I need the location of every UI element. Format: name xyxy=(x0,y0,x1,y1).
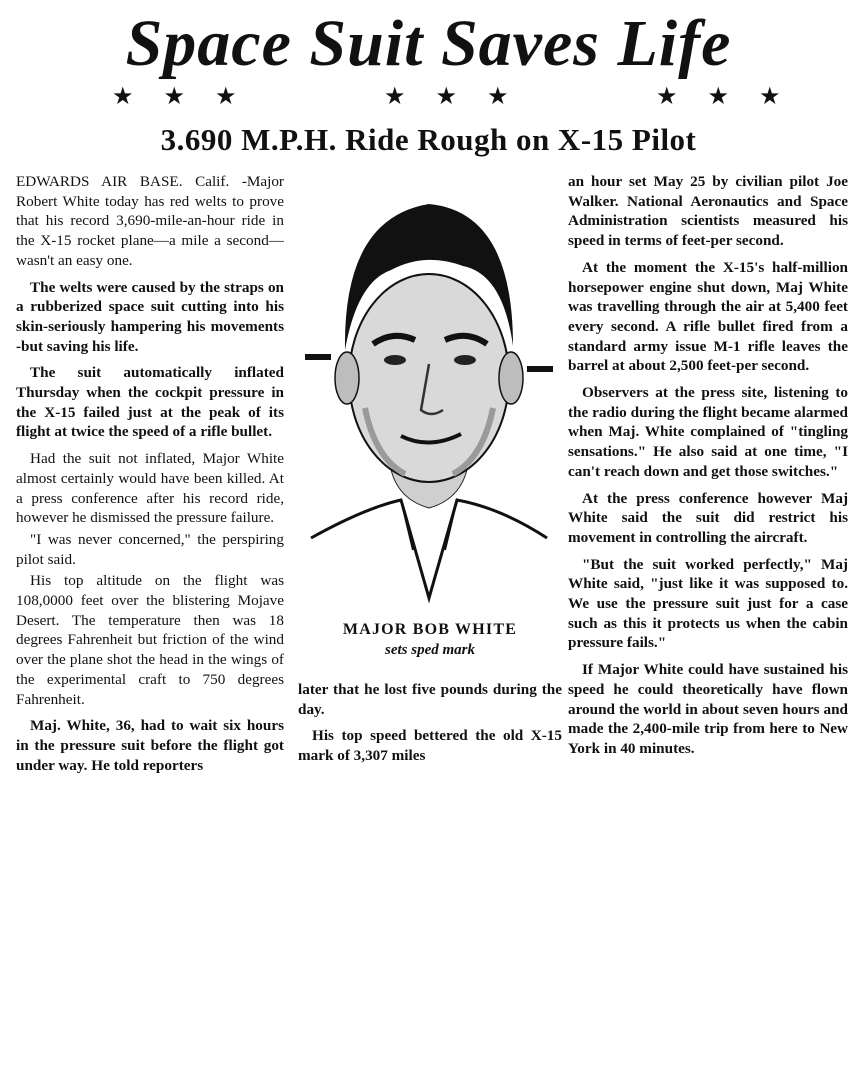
article-paragraph: If Major White could have sustained his speed he could theoretically have flown around the world in about seven hours and made the 2,400-mile trip from here to New York in 40 minutes. xyxy=(568,661,848,757)
article-column-2 xyxy=(298,680,562,773)
portrait-photo-icon xyxy=(305,178,553,610)
article-column-1 xyxy=(16,172,284,782)
article-paragraph: At the moment the X-15's half-million horsepower engine shut down, Maj White was travelling through the air at 5,400 feet every second. A rifle bullet fired from a standard army issue M-1 rifle leaves the barrel at about 2,500 feet-per second. xyxy=(568,258,848,375)
article-paragraph: an hour set May 25 by civilian pilot Joe Walker. National Aeronautics and Space Administration scientists measured his speed in terms of feet-per second. xyxy=(568,173,848,250)
stars-left: ★ ★ ★ xyxy=(112,84,249,110)
subheadline: 3.690 M.P.H. Ride Rough on X-15 Pilot xyxy=(160,122,697,157)
article-paragraph: Had the suit not inflated, Major White almost certainly would have been killed. At a press conference after his record ride, however he dismissed the pressure failure. xyxy=(16,450,284,527)
article-paragraph: "But the suit worked perfectly," Maj White said, "just like it was supposed to. We use the pressure suit just for a case such as this it protects us when the cabin pressure fails." xyxy=(568,555,848,652)
headline: Space Suit Saves Life xyxy=(125,7,732,80)
article-paragraph: Observers at the press site, listening to the radio during the flight became alarmed when Maj. White complained of "tingling sensations." He also said at one time, "I can't reach down and get those switches." xyxy=(568,384,848,480)
article-paragraph: later that he lost five pounds during the day. xyxy=(298,681,562,718)
article-paragraph: His top speed bettered the old X-15 mark of 3,307 miles xyxy=(298,727,562,765)
article-paragraph: Maj. White, 36, had to wait six hours in the pressure suit before the flight got under way. He told reporters xyxy=(16,717,284,774)
caption-subtitle: sets sped mark xyxy=(385,642,475,658)
article-paragraph: The welts were caused by the straps on a rubberized space suit cutting into his skin-seriously hampering his movements -but saving his life. xyxy=(16,278,284,355)
article-paragraph: EDWARDS AIR BASE. Calif. -Major Robert White today has red welts to prove that his record 3,690-mile-an-hour ride in the X-15 rocket plane—a mile a second—wasn't an easy one. xyxy=(16,173,284,269)
caption-name: MAJOR BOB WHITE xyxy=(342,621,518,638)
photo-caption xyxy=(298,620,562,660)
article-paragraph: "I was never concerned," the perspiring pilot said. xyxy=(16,530,284,568)
stars-right: ★ ★ ★ xyxy=(656,84,793,110)
article-column-3 xyxy=(568,172,848,766)
article-paragraph: His top altitude on the flight was 108,0000 feet over the blistering Mojave Desert. The temperature then was 18 degrees Fahrenheit but friction of the wind over the plane shot the head in the wings of the experimental craft to 750 degrees Fahrenheit. xyxy=(16,572,284,708)
stars-center: ★ ★ ★ xyxy=(384,84,521,110)
article-paragraph: The suit automatically inflated Thursday when the cockpit pressure in the X-15 failed just at the peak of its flight at twice the speed of a rifle bullet. xyxy=(16,364,284,441)
article-paragraph: At the press conference however Maj White said the suit did restrict his movement in controlling the aircraft. xyxy=(568,489,848,546)
